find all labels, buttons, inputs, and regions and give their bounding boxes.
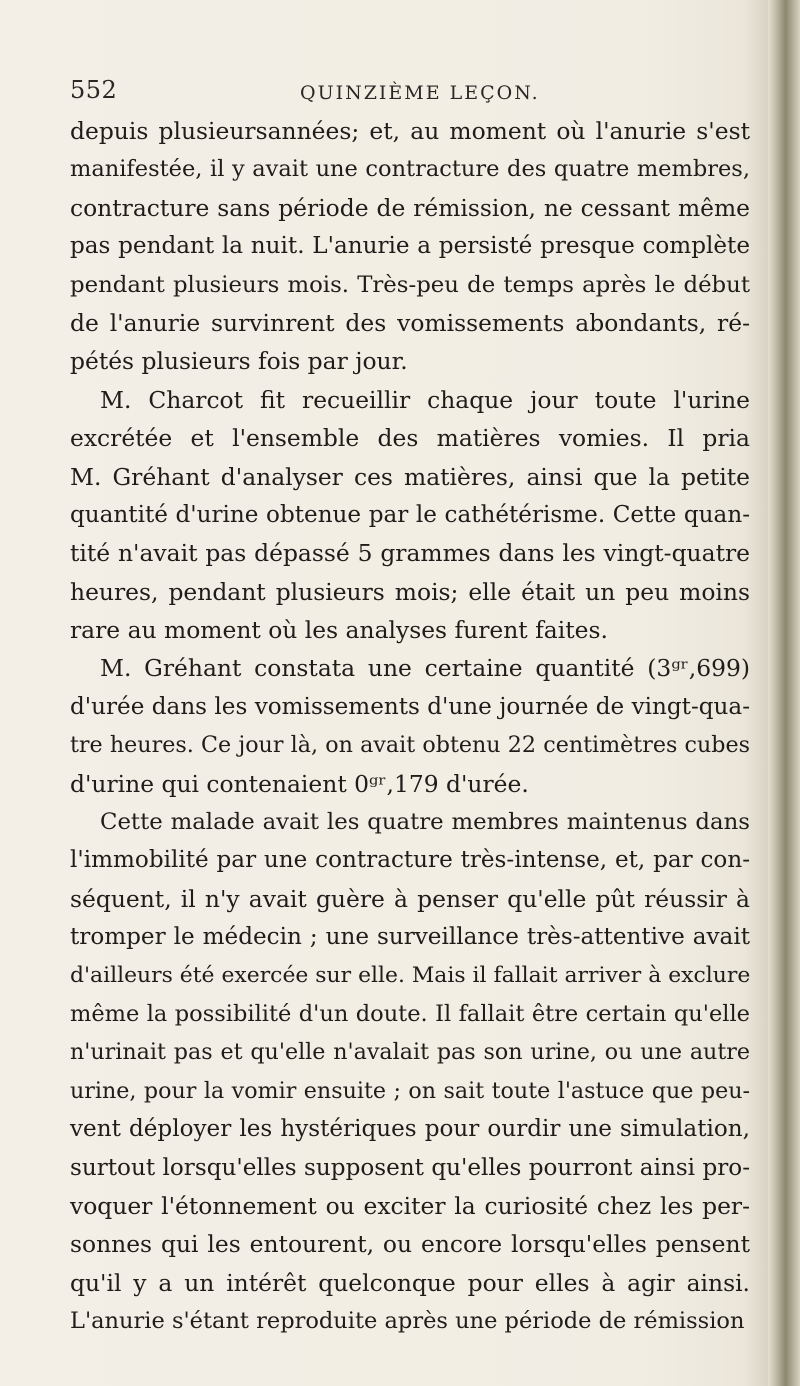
text-line: sonnes qui les entourent, ou encore lorsqu'elles pensent bbox=[70, 1230, 750, 1259]
text-line: heures, pendant plusieurs mois; elle était un peu moins bbox=[70, 577, 750, 606]
text-line: manifestée, il y avait une contracture des quatre membres, bbox=[70, 156, 750, 183]
text-line: depuis plusieursannées; et, au moment où l'anurie s'est bbox=[70, 117, 750, 145]
text-line: séquent, il n'y avait guère à penser qu'elle pût réussir à bbox=[70, 884, 750, 913]
page-number: 552 bbox=[70, 76, 118, 104]
text-line: même la possibilité d'un doute. Il fallait être certain qu'elle bbox=[70, 1000, 750, 1027]
text-line: d'ailleurs été exercée sur elle. Mais il fallait arriver à exclure bbox=[70, 962, 751, 988]
text-line: L'anurie s'étant reproduite après une période de rémission bbox=[70, 1308, 745, 1335]
text-line: tité n'avait pas dépassé 5 grammes dans les vingt-quatre bbox=[70, 539, 750, 568]
text-line: d'urine qui contenaient 0ᵍʳ,179 d'urée. bbox=[70, 769, 529, 798]
text-line: pétés plusieurs fois par jour. bbox=[70, 347, 408, 376]
text-line: n'urinait pas et qu'elle n'avalait pas son urine, ou une autre bbox=[70, 1039, 750, 1066]
text-line: de l'anurie survinrent des vomissements abondants, ré- bbox=[70, 308, 750, 337]
text-line: M. Gréhant d'analyser ces matières, ainsi que la petite bbox=[70, 462, 750, 491]
text-line: excrétée et l'ensemble des matières vomies. Il pria bbox=[70, 424, 750, 453]
running-head bbox=[70, 72, 750, 106]
text-line: rare au moment où les analyses furent faites. bbox=[70, 616, 608, 645]
text-line: contracture sans période de rémission, ne cessant même bbox=[70, 193, 750, 222]
page-binding-edge bbox=[768, 0, 800, 1386]
text-line: M. Charcot fit recueillir chaque jour toute l'urine bbox=[100, 385, 750, 414]
text-line: vent déployer les hystériques pour ourdir une simulation, bbox=[70, 1116, 750, 1143]
text-line: tromper le médecin ; une surveillance très-attentive avait bbox=[70, 924, 750, 951]
text-line: tre heures. Ce jour là, on avait obtenu 22 centimètres cubes bbox=[70, 732, 750, 759]
text-line: urine, pour la vomir ensuite ; on sait toute l'astuce que peu- bbox=[70, 1077, 750, 1104]
text-line: surtout lorsqu'elles supposent qu'elles pourront ainsi pro- bbox=[70, 1154, 750, 1181]
text-line: qu'il y a un intérêt quelconque pour elles à agir ainsi. bbox=[70, 1268, 750, 1297]
chapter-title: QUINZIÈME LEÇON. bbox=[300, 82, 540, 104]
body-text bbox=[70, 112, 750, 1341]
text-line: M. Gréhant constata une certaine quantité (3ᵍʳ,699) bbox=[100, 654, 750, 683]
text-line: pas pendant la nuit. L'anurie a persisté presque complète bbox=[70, 233, 750, 260]
text-line: Cette malade avait les quatre membres maintenus dans bbox=[100, 809, 750, 836]
text-line: quantité d'urine obtenue par le cathétérisme. Cette quan- bbox=[70, 501, 750, 528]
text-line: voquer l'étonnement ou exciter la curiosité chez les per- bbox=[70, 1191, 750, 1220]
text-line: pendant plusieurs mois. Très-peu de temps après le début bbox=[70, 271, 750, 298]
text-line: l'immobilité par une contracture très-intense, et, par con- bbox=[70, 847, 750, 874]
text-line: d'urée dans les vomissements d'une journée de vingt-qua- bbox=[70, 693, 750, 720]
